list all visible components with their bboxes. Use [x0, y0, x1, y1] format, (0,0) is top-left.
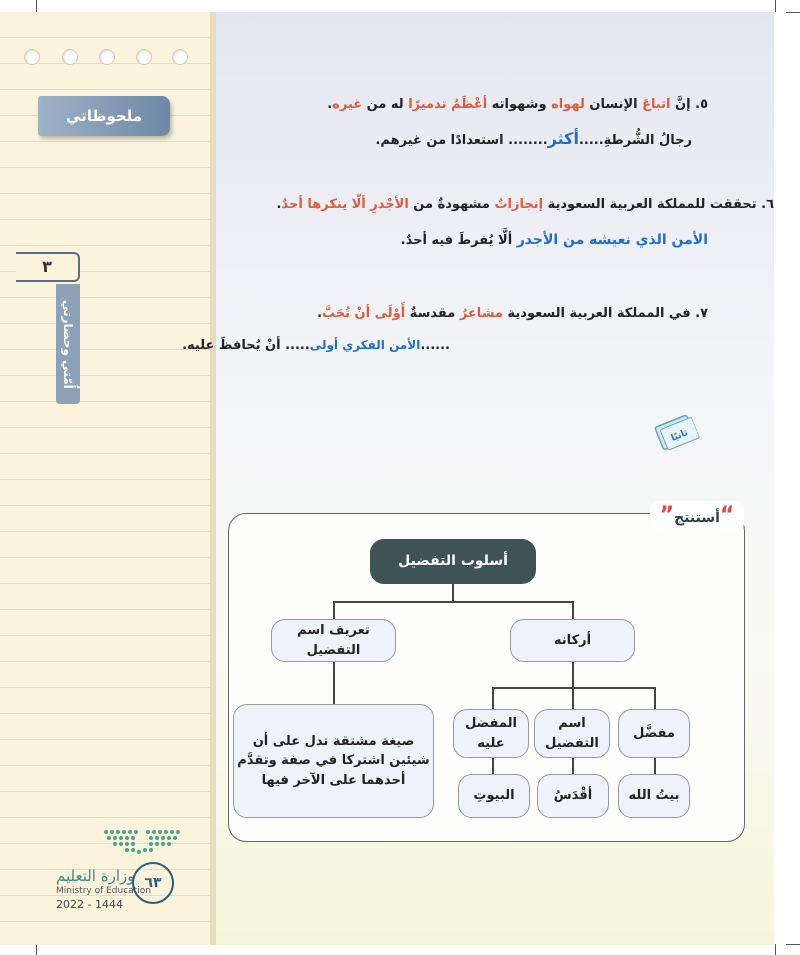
ministry-name-english: Ministry of Education: [56, 886, 151, 896]
crop-mark: [36, 944, 37, 955]
connector: [333, 601, 335, 619]
crop-mark: [786, 12, 800, 13]
example-node: أقْدَسُ: [537, 774, 609, 818]
q7-part: أَوْلَى أنْ تُحَبَّ: [322, 306, 406, 321]
q5-part: أعْظَمُ تدميرًا: [408, 97, 488, 112]
edition-year: 2022 - 1444: [56, 898, 123, 911]
q5-part: لهواه: [551, 97, 585, 112]
example-node: البيوتِ: [458, 774, 530, 818]
q7-part: مشاعرُ: [459, 306, 503, 321]
exercise-7-question: [317, 306, 708, 321]
q5-part: ٥. إنَّ: [670, 97, 708, 112]
definition-line: صيغة مشتقة تدل على أن: [252, 733, 415, 749]
q6-part: ٦. تحققت للمملكة العربية السعودية: [543, 197, 774, 212]
connector: [654, 758, 656, 774]
answer-dots: .....: [578, 133, 604, 148]
unit-title: أُمّتي وحضارتي: [61, 299, 75, 389]
q5-part: غيره: [332, 97, 363, 112]
connector: [452, 584, 454, 602]
binder-hole: [24, 49, 40, 65]
q7-part: .: [317, 306, 323, 321]
binder-hole: [136, 49, 152, 65]
connector: [572, 662, 574, 688]
example-node: بيتُ الله: [618, 774, 690, 818]
notes-label: ملحوظاتي: [65, 107, 143, 125]
pillar-node: اسم التفضيل: [534, 709, 610, 758]
connector: [654, 687, 656, 709]
connector: [492, 758, 494, 774]
connector: [492, 687, 655, 689]
answer-text: رجالُ الشُّرطةِ: [603, 133, 692, 148]
exercise-6-question: [277, 197, 774, 212]
answer-dots: ........: [508, 133, 548, 148]
exercise-5-question: [327, 97, 708, 112]
answer-text: أنْ يُحافظَ عليه.: [182, 338, 286, 353]
q6-part: .: [276, 197, 282, 212]
root-node: أسلوب التفضيل: [370, 539, 536, 584]
conclude-badge: [650, 501, 744, 531]
answer-dots: ......: [420, 338, 450, 353]
connector: [333, 601, 573, 603]
quote-mark-icon: “: [719, 503, 735, 528]
crop-mark: [775, 0, 776, 12]
exercise-7-answer: [182, 338, 450, 353]
page-number: ٦٣: [132, 862, 174, 904]
exercise-5-answer: [375, 129, 692, 148]
crop-mark: [786, 944, 800, 945]
connector: [492, 687, 494, 709]
q5-part: الإنسان: [584, 97, 643, 112]
answer-dots: .....: [285, 338, 310, 353]
q5-part: .: [327, 97, 333, 112]
q6-part: الأجْدرِ ألّا ينكرها أحدٌ: [281, 197, 409, 212]
definition-line: شيئين اشتركا في صفة وتقدَّم: [237, 753, 430, 769]
pillar-node: المفضل عليه: [453, 709, 529, 758]
q6-part: إنجازاتٌ: [494, 197, 544, 212]
notebook-sidebar: [0, 12, 214, 945]
connector: [572, 758, 574, 774]
unit-number: ٣: [16, 252, 80, 282]
exercise-6-answer: [401, 232, 708, 248]
binder-hole: [99, 49, 115, 65]
pillar-node: مفضَّل: [618, 709, 690, 758]
q7-part: ٧. في المملكة العربية السعودية: [502, 306, 708, 321]
quote-mark-icon: ”: [659, 503, 675, 528]
handwritten-answer[interactable]: الأمن الفكري أولى: [309, 338, 421, 352]
definition-line: أحدهما على الآخر فيها: [261, 772, 406, 788]
connector: [572, 601, 574, 619]
connector: [572, 687, 574, 709]
ministry-name-arabic: وزارة التعليم: [56, 867, 135, 885]
q5-part: له من: [362, 97, 409, 112]
handwritten-answer[interactable]: الأمن الذي نعيشه من الأجدر: [516, 232, 708, 248]
binder-hole: [172, 49, 188, 65]
q5-part: وشهواته: [487, 97, 552, 112]
q5-part: اتباعَ: [642, 97, 671, 112]
conclude-title: أستنتج: [674, 510, 720, 526]
q7-part: مقدسةٌ: [405, 306, 460, 321]
crop-mark: [775, 944, 776, 955]
connector: [333, 662, 335, 704]
definition-title-node: تعريف اسم التفضيل: [271, 619, 396, 662]
q6-part: مشهودةٌ من: [408, 197, 495, 212]
pillars-node: أركانه: [510, 619, 635, 662]
answer-text: ألَّا يُفرطَ فيه أحدٌ.: [400, 233, 517, 248]
answer-text: استعدادًا من غيرهم.: [375, 133, 509, 148]
note-icon-label: ثانيًا: [669, 428, 690, 444]
handwritten-answer[interactable]: أكثر: [547, 129, 579, 148]
crop-mark: [36, 0, 37, 12]
binder-hole: [62, 49, 78, 65]
definition-text-node: [233, 704, 434, 818]
